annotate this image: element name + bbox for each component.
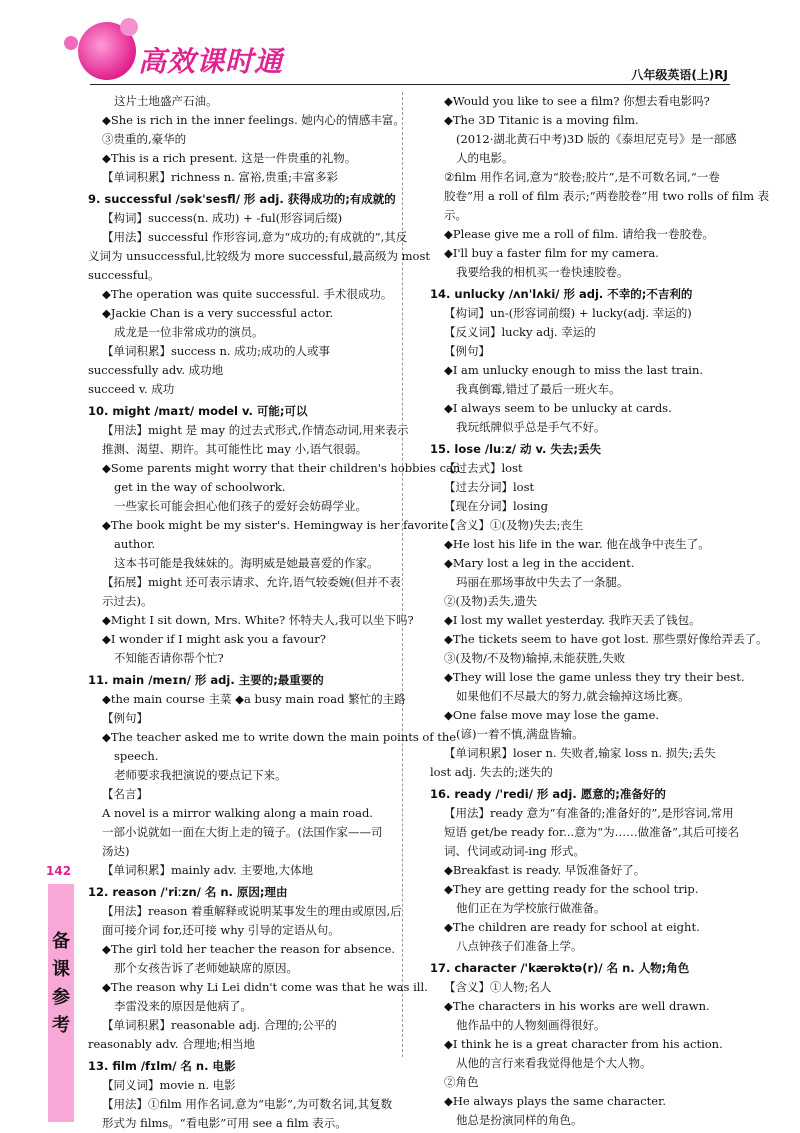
text-line: 【单词积累】loser n. 失败者,输家 loss n. 损失;丢失 xyxy=(444,746,716,760)
left-column xyxy=(88,92,461,1133)
text-line: ◆Please give me a roll of film. 请给我一卷胶卷。 xyxy=(444,227,714,241)
text-line: 词、代词或动词-ing 形式。 xyxy=(444,844,585,858)
entry-headword: 15. lose /luːz/ 动 v. 失去;丢失 xyxy=(430,442,602,456)
text-line: 这本书可能是我妹妹的。海明威是她最喜爱的作家。 xyxy=(114,556,379,570)
text-line: ◆The characters in his works are well drawn. xyxy=(444,999,710,1013)
text-line: A novel is a mirror walking along a main road. xyxy=(102,806,373,820)
text-line: 成龙是一位非常成功的演员。 xyxy=(114,325,264,339)
text-line: 【反义词】lucky adj. 幸运的 xyxy=(444,325,596,339)
text-line: ②角色 xyxy=(444,1075,479,1089)
text-line: 【单词积累】richness n. 富裕,贵重;丰富多彩 xyxy=(102,170,338,184)
text-line: 我真倒霉,错过了最后一班火车。 xyxy=(456,382,621,396)
text-line: 形式为 films。“看电影”可用 see a film 表示。 xyxy=(102,1116,347,1130)
text-line: ◆The 3D Titanic is a moving film. xyxy=(444,113,639,127)
text-line: 面可接介词 for,还可接 why 引导的定语从句。 xyxy=(102,923,340,937)
text-line: 【含义】①人物;名人 xyxy=(444,980,552,994)
entry-headword: 16. ready /'redi/ 形 adj. 愿意的;准备好的 xyxy=(430,787,666,801)
text-line: 八点钟孩子们准备上学。 xyxy=(456,939,583,953)
text-line: speech. xyxy=(114,749,159,763)
side-label-char: 备 xyxy=(52,931,70,952)
text-line: ◆Some parents might worry that their children's hobbies can xyxy=(102,461,461,475)
text-line: ◆This is a rich present. 这是一件贵重的礼物。 xyxy=(102,151,357,165)
text-line: 【用法】ready 意为“有准备的;准备好的”,是形容词,常用 xyxy=(444,806,734,820)
text-line: 【例句】 xyxy=(444,344,490,358)
text-line: (谚)一着不慎,满盘皆输。 xyxy=(456,727,584,741)
text-line: 如果他们不尽最大的努力,就会输掉这场比赛。 xyxy=(456,689,690,703)
text-line: reasonably adv. 合理地;相当地 xyxy=(88,1037,255,1051)
text-line: 义词为 unsuccessful,比较级为 more successful,最高级为 most xyxy=(88,249,431,263)
text-line: 【单词积累】reasonable adj. 合理的;公平的 xyxy=(102,1018,337,1032)
text-line: 【拓展】might 还可表示请求、允许,语气较委婉(但并不表 xyxy=(102,575,401,589)
text-line: 汤达) xyxy=(102,844,130,858)
text-line: ◆I lost my wallet yesterday. 我昨天丢了钱包。 xyxy=(444,613,701,627)
text-line: ◆The tickets seem to have got lost. 那些票好像给弄丢了。 xyxy=(444,632,768,646)
text-line: 一部小说就如一面在大街上走的镜子。(法国作家——司 xyxy=(102,825,383,839)
text-line: successful。 xyxy=(88,268,160,282)
logo-dot-icon xyxy=(64,36,78,50)
text-line: 他们正在为学校旅行做准备。 xyxy=(456,901,606,915)
text-line: 【过去式】lost xyxy=(444,461,523,475)
text-line: ◆Jackie Chan is a very successful actor. xyxy=(102,306,334,320)
text-line: ◆Would you like to see a film? 你想去看电影吗? xyxy=(444,94,710,108)
text-line: 推测、渴望、期许。其可能性比 may 小,语气很弱。 xyxy=(102,442,368,456)
text-line: ◆The reason why Li Lei didn't come was that he was ill. xyxy=(102,980,428,994)
text-line: succeed v. 成功 xyxy=(88,382,175,396)
side-label-char: 课 xyxy=(52,959,70,980)
side-label xyxy=(51,928,71,1040)
entry-headword: 17. character /'kærəktə(r)/ 名 n. 人物;角色 xyxy=(430,961,690,975)
text-line: 【构词】un-(形容词前缀) + lucky(adj. 幸运的) xyxy=(444,306,692,320)
entry-headword: 9. successful /sək'sesfl/ 形 adj. 获得成功的;有成就的 xyxy=(88,192,396,206)
text-line: 【单词积累】success n. 成功;成功的人或事 xyxy=(102,344,331,358)
text-line: 【例句】 xyxy=(102,711,148,725)
text-line: 他作品中的人物刻画得很好。 xyxy=(456,1018,606,1032)
text-line: 【同义词】movie n. 电影 xyxy=(102,1078,236,1092)
text-line: ③(及物/不及物)输掉,未能获胜,失败 xyxy=(444,651,626,665)
text-line: 【构词】success(n. 成功) + -ful(形容词后缀) xyxy=(102,211,343,225)
text-line: ◆I'll buy a faster film for my camera. xyxy=(444,246,659,260)
side-label-char: 参 xyxy=(52,987,70,1008)
text-line: 这片土地盛产石油。 xyxy=(114,94,218,108)
text-line: ◆They are getting ready for the school trip. xyxy=(444,882,699,896)
text-line: 一些家长可能会担心他们孩子的爱好会妨碍学业。 xyxy=(114,499,367,513)
right-column xyxy=(430,92,770,1130)
text-line: 【过去分词】lost xyxy=(444,480,535,494)
text-line: ◆He lost his life in the war. 他在战争中丧生了。 xyxy=(444,537,710,551)
text-line: 【用法】①film 用作名词,意为“电影”,为可数名词,其复数 xyxy=(102,1097,393,1111)
text-line: 【含义】①(及物)失去;丧生 xyxy=(444,518,584,532)
text-line: 我玩纸牌似乎总是手气不好。 xyxy=(456,420,606,434)
text-line: 【用法】successful 作形容词,意为“成功的;有成就的”,其反 xyxy=(102,230,408,244)
text-line: 那个女孩告诉了老师她缺席的原因。 xyxy=(114,961,298,975)
text-line: 胶卷”用 a roll of film 表示;“两卷胶卷”用 two rolls of film 表 xyxy=(444,189,770,203)
text-line: 【单词积累】mainly adv. 主要地,大体地 xyxy=(102,863,313,877)
text-line: lost adj. 失去的;迷失的 xyxy=(430,765,553,779)
text-line: ◆They will lose the game unless they try their best. xyxy=(444,670,745,684)
text-line: ◆He always plays the same character. xyxy=(444,1094,666,1108)
text-line: successfully adv. 成功地 xyxy=(88,363,224,377)
logo-text: 高效课时通 xyxy=(138,45,284,78)
logo-dot-icon xyxy=(120,18,138,36)
text-line: author. xyxy=(114,537,156,551)
text-line: ◆The children are ready for school at eight. xyxy=(444,920,700,934)
text-line: 【用法】reason 着重解释或说明某事发生的理由或原因,后 xyxy=(102,904,402,918)
text-line: 玛丽在那场事故中失去了一条腿。 xyxy=(456,575,629,589)
entry-headword: 10. might /maɪt/ model v. 可能;可以 xyxy=(88,404,308,418)
entry-headword: 13. film /fɪlm/ 名 n. 电影 xyxy=(88,1059,236,1073)
side-label-char: 考 xyxy=(52,1015,70,1036)
text-line: ②(及物)丢失,遗失 xyxy=(444,594,538,608)
text-line: 不知能否请你帮个忙? xyxy=(114,651,224,665)
text-line: ◆The teacher asked me to write down the main points of the xyxy=(102,730,457,744)
text-line: ②film 用作名词,意为“胶卷;胶片”,是不可数名词,“一卷 xyxy=(444,170,720,184)
text-line: 人的电影。 xyxy=(456,151,514,165)
text-line: 【用法】might 是 may 的过去式形式,作情态动词,用来表示 xyxy=(102,423,409,437)
page-number: 142 xyxy=(46,864,72,878)
text-line: ◆I wonder if I might ask you a favour? xyxy=(102,632,326,646)
text-line: ◆the main course 主菜 ◆a busy main road 繁忙的主路 xyxy=(102,692,406,706)
text-line: ◆The girl told her teacher the reason for absence. xyxy=(102,942,396,956)
text-line: 我要给我的相机买一卷快速胶卷。 xyxy=(456,265,629,279)
text-line: 示。 xyxy=(444,208,467,222)
text-line: ◆Might I sit down, Mrs. White? 怀特夫人,我可以坐下吗? xyxy=(102,613,414,627)
text-line: ◆Breakfast is ready. 早饭准备好了。 xyxy=(444,863,646,877)
entry-headword: 11. main /meɪn/ 形 adj. 主要的;最重要的 xyxy=(88,673,324,687)
text-line: ◆The book might be my sister's. Hemingway is her favorite xyxy=(102,518,449,532)
text-line: 短语 get/be ready for...意为“为……做准备”,其后可接名 xyxy=(444,825,740,839)
text-line: 老师要求我把演说的要点记下来。 xyxy=(114,768,287,782)
text-line: 李雷没来的原因是他病了。 xyxy=(114,999,252,1013)
text-line: get in the way of schoolwork. xyxy=(114,480,286,494)
text-line: ◆I always seem to be unlucky at cards. xyxy=(444,401,672,415)
entry-headword: 14. unlucky /ʌn'lʌki/ 形 adj. 不幸的;不吉利的 xyxy=(430,287,693,301)
text-line: ◆One false move may lose the game. xyxy=(444,708,660,722)
page-header xyxy=(0,0,800,92)
text-line: 从他的言行来看我觉得他是个大人物。 xyxy=(456,1056,652,1070)
text-line: 他总是扮演同样的角色。 xyxy=(456,1113,583,1127)
entry-headword: 12. reason /'riːzn/ 名 n. 原因;理由 xyxy=(88,885,288,899)
text-line: 示过去)。 xyxy=(102,594,153,608)
text-line: ◆Mary lost a leg in the accident. xyxy=(444,556,635,570)
text-line: ◆I think he is a great character from his action. xyxy=(444,1037,723,1051)
text-line: ◆The operation was quite successful. 手术很成功。 xyxy=(102,287,393,301)
text-line: 【现在分词】losing xyxy=(444,499,548,513)
grade-label: 八年级英语(上)RJ xyxy=(631,68,728,82)
text-line: ◆She is rich in the inner feelings. 她内心的情感丰富。 xyxy=(102,113,405,127)
text-line: (2012·湖北黄石中考)3D 版的《泰坦尼克号》是一部感 xyxy=(456,132,737,146)
header-rule xyxy=(90,84,730,85)
text-line: 【名言】 xyxy=(102,787,148,801)
text-line: ③贵重的,豪华的 xyxy=(102,132,187,146)
text-line: ◆I am unlucky enough to miss the last train. xyxy=(444,363,704,377)
